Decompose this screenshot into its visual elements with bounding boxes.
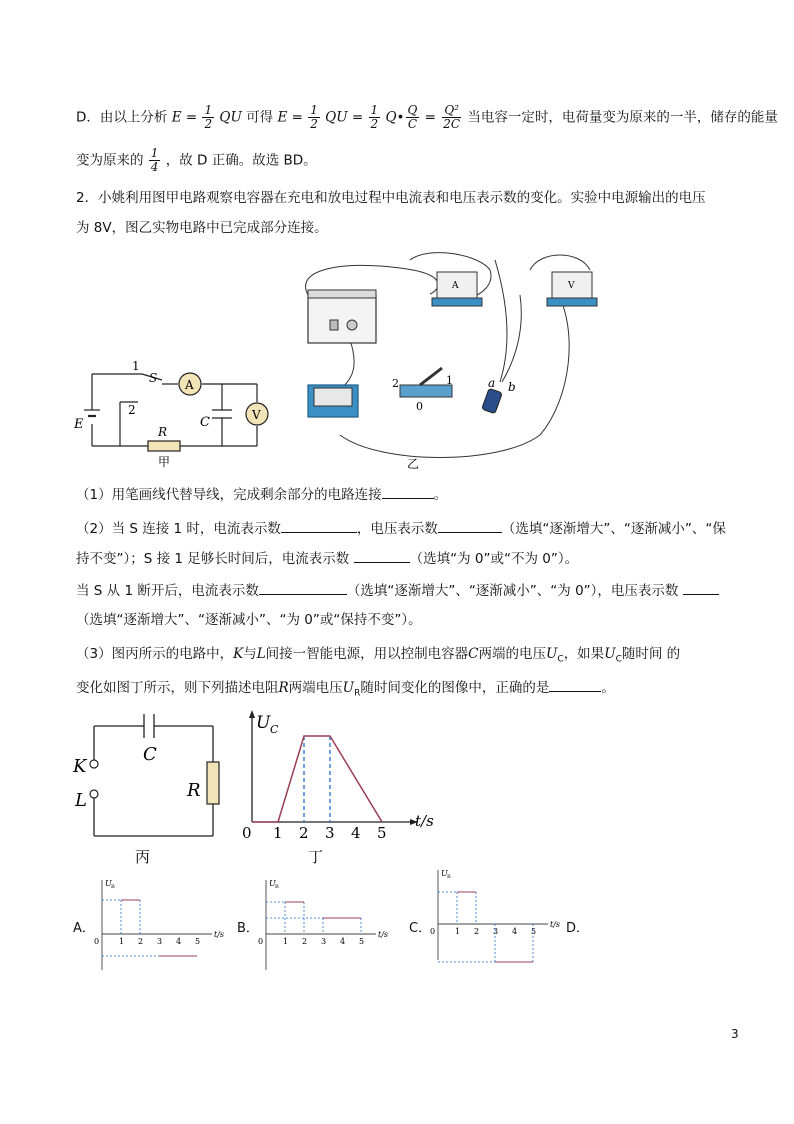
sub-question-3-line-1: （3）图丙所示的电路中，K与L间接一智能电源，用以控制电容器C两端的电压$U_C$，如果$U_C$随时间 的: [76, 646, 681, 665]
x-axis-label: t/s: [415, 812, 434, 830]
option-tick-label: 0: [430, 927, 436, 936]
option-a-label[interactable]: A．: [73, 921, 95, 936]
caption-bing: 丙: [135, 848, 151, 866]
option-tick-label: 2: [474, 927, 480, 936]
answer-blank-2b[interactable]: [438, 518, 502, 533]
answer-d-line: D．由以上分析 E = $\frac{1}{2}$ QU 可得 E = $\frac{1}{2}$ QU = $\frac{1}{2}$ Q• $\frac{Q}{C}$ = $\frac{\text{Q²}}{2C}$ 当电容一定时，电荷量变为原来的一半，储存的能量: [76, 103, 778, 131]
option-a-graph[interactable]: [92, 872, 225, 972]
sub-question-2-line-1: （2）当 S 连接 1 时，电流表示数 ，电压表示数 （选填“逐渐增大”、“逐渐减小”、“保: [76, 518, 726, 539]
option-tick-label: 4: [176, 937, 182, 946]
figure-bing-circuit: [70, 710, 230, 870]
capacitor-device: [482, 388, 503, 413]
option-tick-label: 1: [119, 937, 125, 946]
y-axis-arrow: [249, 710, 255, 718]
option-tick-label: 5: [195, 937, 201, 946]
resistor-r: [207, 762, 219, 804]
option-d-label[interactable]: D．: [566, 921, 590, 936]
option-y-label-sub: R: [111, 884, 115, 890]
label-s: S: [149, 371, 158, 385]
option-tick-label: 1: [455, 927, 461, 936]
option-tick-label: 5: [359, 937, 365, 946]
option-tick-label: 5: [531, 927, 537, 936]
answer-d-line-2: 变为原来的 $\frac{1}{4}$ ，故 D 正确。故选 BD。: [76, 146, 317, 174]
figure-yi-apparatus: [280, 250, 610, 475]
terminal-l: [90, 790, 98, 798]
caption-jia: 甲: [158, 455, 171, 469]
svg-text:b: b: [508, 380, 516, 394]
svg-text:K: K: [73, 756, 87, 777]
option-b-label[interactable]: B．: [237, 921, 259, 936]
option-c-graph[interactable]: [428, 862, 568, 972]
x-tick-label: 5: [377, 824, 387, 842]
option-tick-label: 3: [493, 927, 499, 936]
question-2-line-2: 为 8V，图乙实物电路中已完成部分连接。: [76, 220, 328, 236]
option-tick-label: 0: [258, 937, 264, 946]
x-tick-label: 4: [351, 824, 361, 842]
svg-text:1: 1: [446, 374, 453, 387]
svg-text:0: 0: [416, 400, 423, 413]
label-1: 1: [132, 359, 140, 373]
sub-question-2-line-3: 当 S 从 1 断开后，电流表示数 （选填“逐渐增大”、“逐渐减小”、“为 0”），电压表示数: [76, 580, 719, 601]
option-tick-label: 3: [157, 937, 163, 946]
sub-question-2-line-2: 持不变”）；S 接 1 足够长时间后，电流表示数 （选填“为 0”或“不为 0”）。: [76, 548, 578, 569]
question-2-line-1: 2．小姚利用图甲电路观察电容器在充电和放电过程中电流表和电压表示数的变化。实验中电源输出的电压: [76, 190, 706, 206]
fraction-half: $\frac{1}{2}$: [204, 103, 213, 131]
option-tick-label: 2: [302, 937, 308, 946]
answer-blank-1[interactable]: [382, 484, 434, 499]
figure-ding-chart: [238, 710, 438, 870]
x-tick-label: 2: [299, 824, 309, 842]
label-v: V: [252, 408, 261, 422]
label-r: R: [158, 425, 168, 439]
sub-question-3-line-2: 变化如图丁所示，则下列描述电阻R两端电压$U_R$随时间变化的图像中，正确的是 。: [76, 677, 615, 704]
svg-text:R: R: [187, 780, 201, 801]
sub-question-2-line-4: （选填“逐渐增大”、“逐渐减小”、“为 0”或“保持不变”）。: [76, 612, 422, 628]
single-pole-switch: [400, 385, 452, 397]
option-tick-label: 4: [512, 927, 518, 936]
x-tick-label: 1: [273, 824, 283, 842]
svg-text:C: C: [143, 744, 157, 765]
option-x-label: t/s: [214, 930, 225, 939]
answer-blank-2e[interactable]: [683, 580, 719, 595]
label-c: C: [200, 415, 210, 430]
x-tick-label: 0: [242, 824, 252, 842]
answer-blank-2c[interactable]: [354, 548, 410, 563]
y-axis-label: U: [256, 713, 271, 733]
label-2: 2: [128, 403, 136, 417]
caption-ding: 丁: [308, 848, 324, 866]
caption-yi: 乙: [407, 457, 420, 471]
figure-jia-circuit: [72, 359, 272, 472]
option-y-label: U: [269, 879, 276, 888]
svg-text:L: L: [75, 790, 87, 811]
option-y-label: U: [441, 869, 448, 878]
option-tick-label: 0: [94, 937, 100, 946]
label-e: E: [74, 417, 84, 432]
terminal-k: [90, 760, 98, 768]
option-y-label: U: [105, 879, 112, 888]
power-supply: [308, 295, 376, 343]
x-tick-label: 3: [325, 824, 335, 842]
option-tick-label: 4: [340, 937, 346, 946]
answer-blank-2d[interactable]: [259, 580, 347, 595]
svg-text:2: 2: [392, 377, 399, 390]
option-y-label-sub: R: [447, 874, 451, 880]
option-x-label: t/s: [550, 920, 561, 929]
y-axis-label-sub: C: [270, 723, 279, 736]
option-tick-label: 3: [321, 937, 327, 946]
svg-text:V: V: [568, 281, 575, 291]
svg-text:A: A: [452, 281, 459, 291]
option-tick-label: 2: [138, 937, 144, 946]
sub-question-1: （1）用笔画线代替导线，完成剩余部分的电路连接 。: [76, 484, 447, 505]
answer-blank-3[interactable]: [549, 677, 601, 692]
svg-text:a: a: [488, 376, 496, 390]
answer-blank-2a[interactable]: [281, 518, 357, 533]
option-b-graph[interactable]: [256, 872, 396, 972]
series-uc: [252, 736, 382, 822]
option-y-label-sub: R: [275, 884, 279, 890]
option-x-label: t/s: [378, 930, 389, 939]
option-c-label[interactable]: C．: [409, 921, 432, 936]
label-a: A: [185, 378, 194, 392]
page-number: 3: [731, 1027, 739, 1041]
option-tick-label: 1: [283, 937, 289, 946]
